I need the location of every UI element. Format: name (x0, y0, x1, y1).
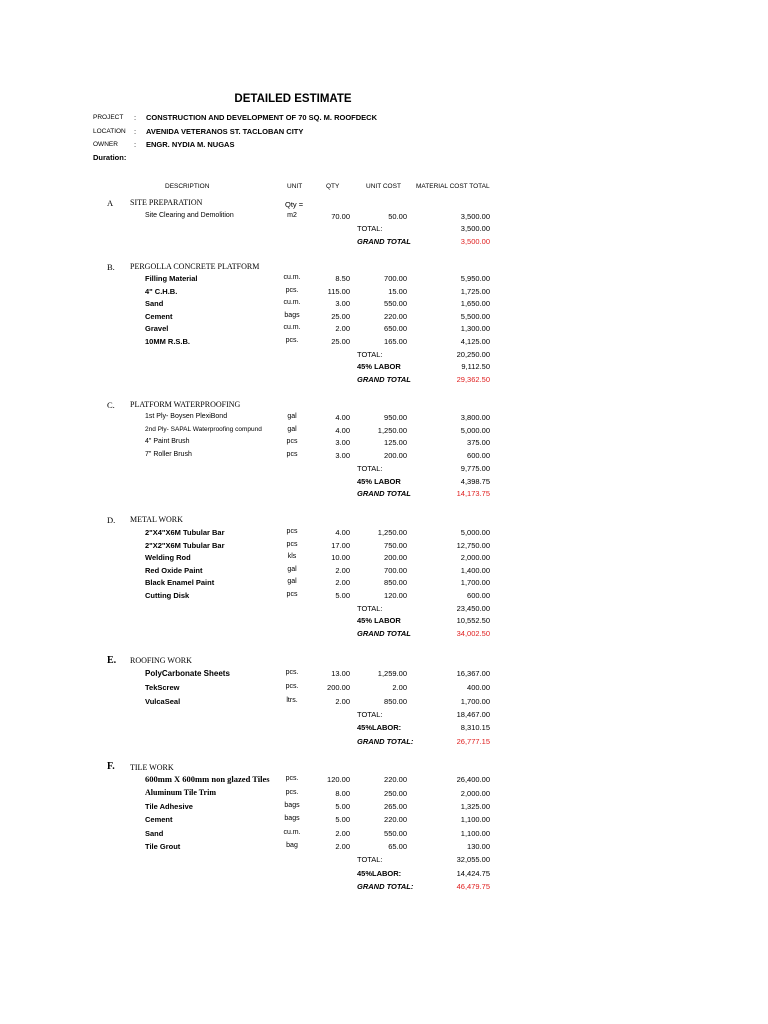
item-description: 7" Roller Brush (145, 451, 192, 458)
item-description: 2"X2"X6M Tubular Bar (145, 541, 225, 550)
item-unit-cost: 1,250.00 (377, 426, 407, 435)
grand-total-value: 14,173.75 (456, 489, 490, 498)
item-description: Tile Grout (145, 842, 181, 851)
item-unit-cost: 200.00 (384, 451, 407, 460)
item-qty: 4.00 (335, 528, 350, 537)
item-unit-cost: 850.00 (384, 697, 407, 706)
grand-total-value: 46,479.75 (456, 882, 490, 891)
item-total: 1,650.00 (460, 299, 490, 308)
item-unit: cu.m. (283, 829, 301, 836)
item-unit: pcs. (285, 683, 299, 690)
item-unit-cost: 550.00 (384, 829, 407, 838)
item-total: 5,500.00 (460, 312, 490, 321)
item-unit-cost: 65.00 (388, 842, 407, 851)
item-qty: 2.00 (335, 697, 350, 706)
item-unit: pcs (286, 451, 298, 458)
item-total: 3,800.00 (460, 413, 490, 422)
item-unit-cost: 700.00 (384, 566, 407, 575)
item-total: 1,725.00 (460, 287, 490, 296)
item-unit-cost: 125.00 (384, 438, 407, 447)
header-unit-cost: UNIT COST (366, 183, 401, 190)
duration-label: Duration: (93, 153, 127, 162)
item-qty: 4.00 (335, 413, 350, 422)
item-qty: 13.00 (331, 669, 350, 678)
grand-total-value: 3,500.00 (460, 237, 490, 246)
item-qty: 2.00 (335, 578, 350, 587)
item-total: 375.00 (467, 438, 490, 447)
item-qty: 3.00 (335, 451, 350, 460)
item-unit-cost: 220.00 (384, 775, 407, 784)
item-unit: ltrs. (286, 697, 298, 704)
item-total: 12,750.00 (456, 541, 490, 550)
item-unit: pcs. (285, 287, 299, 294)
total-value: 9,775.00 (460, 464, 490, 473)
section-letter: F. (107, 761, 115, 772)
item-qty: 3.00 (335, 438, 350, 447)
page-title: DETAILED ESTIMATE (234, 93, 352, 105)
labor-value: 9,112.50 (461, 362, 490, 371)
item-total: 130.00 (467, 842, 490, 851)
grand-total-label: GRAND TOTAL (357, 489, 411, 498)
item-description: 1st Ply- Boysen PlexiBond (145, 413, 228, 420)
section-title: SITE PREPARATION (130, 198, 203, 207)
item-qty: 2.00 (335, 324, 350, 333)
item-total: 1,700.00 (460, 697, 490, 706)
item-qty: 5.00 (335, 802, 350, 811)
grand-total-value: 29,362.50 (456, 375, 490, 384)
item-unit-cost: 550.00 (384, 299, 407, 308)
item-qty: 10.00 (331, 553, 350, 562)
colon: : (134, 113, 137, 122)
item-total: 5,000.00 (460, 528, 490, 537)
item-unit-cost: 220.00 (384, 815, 407, 824)
item-unit: pcs (286, 591, 298, 598)
location-value: AVENIDA VETERANOS ST. TACLOBAN CITY (146, 127, 304, 136)
item-unit-cost: 2.00 (392, 683, 407, 692)
labor-value: 4,398.75 (460, 477, 490, 486)
item-qty: 2.00 (335, 842, 350, 851)
total-value: 3,500.00 (460, 224, 490, 233)
grand-total-value: 34,002.50 (456, 629, 490, 638)
section-title: PERGOLLA CONCRETE PLATFORM (130, 262, 260, 271)
item-unit-cost: 950.00 (384, 413, 407, 422)
item-total: 5,000.00 (460, 426, 490, 435)
item-unit: pcs. (285, 669, 299, 676)
section-title: PLATFORM WATERPROOFING (130, 400, 241, 409)
item-unit-cost: 700.00 (384, 274, 407, 283)
item-unit: gal (287, 426, 297, 433)
item-description: Sand (145, 829, 164, 838)
header-material-cost-total: MATERIAL COST TOTAL (416, 183, 490, 190)
item-unit: bags (284, 312, 300, 319)
grand-total-label: GRAND TOTAL (357, 629, 411, 638)
grand-total-label: GRAND TOTAL (357, 375, 411, 384)
item-total: 26,400.00 (456, 775, 490, 784)
item-qty: 115.00 (327, 287, 350, 296)
item-qty: 25.00 (331, 337, 350, 346)
item-unit: bags (284, 815, 300, 822)
item-total: 1,100.00 (460, 829, 490, 838)
labor-label: 45% LABOR (357, 362, 401, 371)
total-label: TOTAL: (357, 224, 383, 233)
item-description: VulcaSeal (145, 697, 181, 706)
section-title: METAL WORK (130, 515, 183, 524)
item-qty: 200.00 (327, 683, 350, 692)
item-unit-cost: 220.00 (384, 312, 407, 321)
total-label: TOTAL: (357, 604, 383, 613)
item-unit: gal (287, 413, 297, 420)
item-unit-cost: 1,250.00 (377, 528, 407, 537)
total-label: TOTAL: (357, 464, 383, 473)
item-description: Cement (145, 815, 173, 824)
owner-label: OWNER (93, 141, 118, 148)
total-value: 32,055.00 (456, 855, 490, 864)
colon: : (134, 127, 137, 136)
item-unit: gal (287, 578, 297, 585)
section-title: TILE WORK (130, 763, 174, 772)
total-label: TOTAL: (357, 710, 383, 719)
item-qty: 8.50 (335, 274, 350, 283)
item-qty: 17.00 (331, 541, 350, 550)
labor-label: 45%LABOR: (357, 869, 402, 878)
item-total: 16,367.00 (456, 669, 490, 678)
grand-total-label: GRAND TOTAL (357, 237, 411, 246)
item-description: 2nd Ply- SAPAL Waterproofing compund (145, 426, 262, 433)
header-qty: QTY (326, 183, 340, 190)
item-total: 600.00 (467, 591, 490, 600)
item-description: Cutting Disk (145, 591, 190, 600)
item-description: PolyCarbonate Sheets (145, 669, 230, 678)
item-total: 600.00 (467, 451, 490, 460)
colon: : (134, 140, 137, 149)
item-unit: cu.m. (283, 299, 301, 306)
item-qty: 8.00 (335, 789, 350, 798)
item-description: Red Oxide Paint (145, 566, 203, 575)
item-unit: cu.m. (283, 274, 301, 281)
item-description: Gravel (145, 324, 169, 333)
item-total: 1,100.00 (460, 815, 490, 824)
item-qty: 4.00 (335, 426, 350, 435)
item-qty: 25.00 (331, 312, 350, 321)
labor-label: 45%LABOR: (357, 723, 402, 732)
labor-label: 45% LABOR (357, 477, 401, 486)
item-total: 5,950.00 (460, 274, 490, 283)
section-letter: E. (107, 655, 117, 666)
total-label: TOTAL: (357, 350, 383, 359)
item-total: 1,325.00 (460, 802, 490, 811)
item-qty: 2.00 (335, 829, 350, 838)
item-total: 1,400.00 (460, 566, 490, 575)
item-description: 600mm X 600mm non glazed Tiles (145, 774, 270, 784)
item-unit: pcs. (285, 337, 299, 344)
total-value: 23,450.00 (456, 604, 490, 613)
item-unit: pcs. (285, 789, 299, 796)
item-unit: bag (286, 842, 298, 849)
item-description: Cement (145, 312, 173, 321)
item-unit: bags (284, 802, 300, 809)
item-description: Tile Adhesive (145, 802, 193, 811)
item-unit: gal (287, 566, 297, 573)
item-unit-cost: 165.00 (384, 337, 407, 346)
total-label: TOTAL: (357, 855, 383, 864)
project-label: PROJECT (93, 114, 124, 121)
item-total: 2,000.00 (460, 789, 490, 798)
item-qty: 120.00 (327, 775, 350, 784)
item-unit: cu.m. (283, 324, 301, 331)
grand-total-label: GRAND TOTAL: (357, 737, 414, 746)
labor-label: 45% LABOR (357, 616, 401, 625)
item-unit-cost: 1,259.00 (377, 669, 407, 678)
item-unit: pcs (286, 438, 298, 445)
item-description: Welding Rod (145, 553, 191, 562)
grand-total-label: GRAND TOTAL: (357, 882, 414, 891)
total-value: 20,250.00 (456, 350, 490, 359)
item-description: Filling Material (145, 274, 198, 283)
grand-total-value: 26,777.15 (456, 737, 490, 746)
item-unit-cost: 265.00 (384, 802, 407, 811)
item-qty: 2.00 (335, 566, 350, 575)
item-unit: pcs (286, 541, 298, 548)
labor-value: 14,424.75 (456, 869, 490, 878)
item-unit-cost: 50.00 (388, 212, 407, 221)
item-total: 3,500.00 (460, 212, 490, 221)
item-unit-cost: 650.00 (384, 324, 407, 333)
section-title: ROOFING WORK (130, 656, 192, 665)
item-unit-cost: 120.00 (384, 591, 407, 600)
labor-value: 8,310.15 (460, 723, 490, 732)
location-label: LOCATION (93, 128, 126, 135)
item-description: Black Enamel Paint (145, 578, 215, 587)
section-letter: C. (107, 400, 115, 410)
item-qty: 5.00 (335, 815, 350, 824)
item-unit-cost: 850.00 (384, 578, 407, 587)
item-description: 10MM R.S.B. (145, 337, 191, 346)
header-description: DESCRIPTION (165, 183, 210, 190)
item-unit-cost: 15.00 (388, 287, 407, 296)
item-description: 2"X4"X6M Tubular Bar (145, 528, 225, 537)
total-value: 18,467.00 (456, 710, 490, 719)
item-unit: pcs (286, 528, 298, 535)
item-qty: 70.00 (331, 212, 350, 221)
item-total: 400.00 (467, 683, 490, 692)
item-unit-cost: 250.00 (384, 789, 407, 798)
section-letter: A (107, 198, 114, 208)
item-unit: m2 (287, 212, 297, 219)
item-description: 4" C.H.B. (145, 287, 178, 296)
item-unit-cost: 750.00 (384, 541, 407, 550)
item-description: 4" Paint Brush (145, 438, 190, 445)
item-unit: pcs. (285, 775, 299, 782)
item-qty: 3.00 (335, 299, 350, 308)
item-description: Aluminum Tile Trim (145, 788, 216, 797)
item-description: TekScrew (145, 683, 180, 692)
item-total: 1,300.00 (460, 324, 490, 333)
item-description: Site Clearing and Demolition (145, 212, 234, 219)
section-letter: D. (107, 515, 116, 525)
item-total: 1,700.00 (460, 578, 490, 587)
item-total: 2,000.00 (460, 553, 490, 562)
project-value: CONSTRUCTION AND DEVELOPMENT OF 70 SQ. M. ROOFDECK (146, 113, 377, 122)
qty-note: Qty = (285, 200, 304, 209)
item-qty: 5.00 (335, 591, 350, 600)
item-unit: kls (287, 553, 297, 560)
section-letter: B. (107, 262, 115, 272)
item-description: Sand (145, 299, 164, 308)
item-total: 4,125.00 (460, 337, 490, 346)
header-unit: UNIT (287, 183, 303, 190)
owner-value: ENGR. NYDIA M. NUGAS (146, 140, 235, 149)
item-unit-cost: 200.00 (384, 553, 407, 562)
labor-value: 10,552.50 (456, 616, 490, 625)
